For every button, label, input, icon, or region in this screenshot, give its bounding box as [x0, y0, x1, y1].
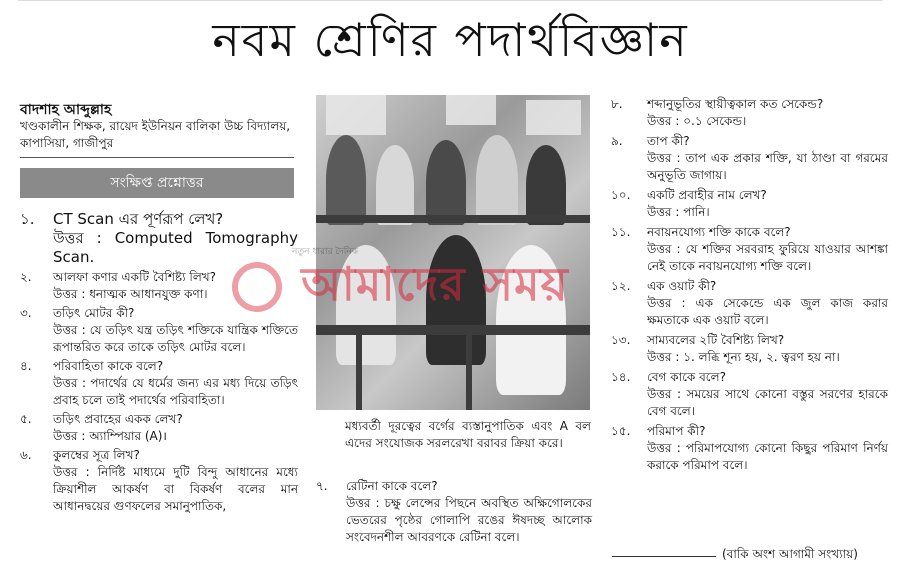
author-divider — [20, 157, 294, 158]
author-name: বাদশাহ আব্দুল্লাহ — [20, 102, 112, 118]
question-item — [611, 187, 888, 221]
question-number: ১৫. — [611, 424, 631, 438]
answer-text: উত্তর : Computed Tomography Scan. — [53, 229, 298, 266]
question-text: নবায়নযোগ্য শক্তি কাকে বলে? — [647, 225, 791, 239]
question-body — [53, 411, 298, 445]
question-number: ১২. — [611, 279, 631, 293]
question-body — [647, 332, 888, 366]
left-question-list — [20, 210, 298, 517]
footer-rule — [612, 556, 716, 557]
question-item — [611, 133, 888, 184]
answer-text: উত্তর : যে শক্তির সরবরাহ ফুরিয়ে যাওয়ার আশঙ্কা নেই তাকে নবায়নযোগ্য শক্তি বলে। — [647, 242, 888, 273]
answer-text: উত্তর : তাপ এক প্রকার শক্তি, যা ঠাণ্ডা বা গরমের অনুভূতি জাগায়। — [647, 151, 888, 182]
question-number: ১৪. — [611, 370, 631, 384]
question-number: ৯. — [611, 134, 623, 148]
question-text: রেটিনা কাকে বলে? — [346, 479, 438, 493]
question-text: কুলম্বের সূত্র লিখ? — [53, 448, 140, 462]
question-body — [647, 369, 888, 420]
question-text: সাম্যবলের ২টি বৈশিষ্ট্য লিখ? — [647, 333, 785, 347]
watermark-text: আমাদের সময় — [301, 257, 569, 311]
question-text: একটি প্রবাহীর নাম লেখ? — [647, 188, 767, 202]
question-body — [346, 478, 592, 546]
question-number: ৪. — [20, 359, 32, 373]
question-number: ৩. — [20, 306, 32, 320]
answer-text: উত্তর : অ্যাম্পিয়ার (A)। — [53, 429, 167, 443]
section-heading: সংক্ষিপ্ত প্রশ্নোত্তর — [20, 168, 294, 198]
question-item — [316, 478, 592, 548]
answer-text: উত্তর : এক সেকেন্ডে এক জুল কাজ করার ক্ষমতাকে এক ওয়াট বলে। — [647, 296, 888, 327]
question-item — [20, 210, 298, 267]
question-body — [647, 423, 888, 474]
answer-text: উত্তর : ০.১ সেকেন্ড। — [647, 114, 747, 128]
question-number: ১১. — [611, 225, 631, 239]
author-description: খণ্ডকালীন শিক্ষক, রায়েদ ইউনিয়ন বালিকা উচ্চ বিদ্যালয়, কাপাসিয়া, গাজীপুর — [20, 119, 291, 150]
question-text: পরিমাপ কী? — [647, 424, 706, 438]
question-body — [647, 278, 888, 329]
question-number: ২. — [20, 270, 32, 284]
question-text: আলফা কণার একটি বৈশিষ্ট্য লিখ? — [53, 270, 217, 284]
question-number: ১০. — [611, 188, 631, 202]
question-item — [611, 224, 888, 275]
question-body — [647, 96, 888, 130]
answer-text: উত্তর : সময়ের সাথে কোনো বস্তুর সরণের হারকে বেগ বলে। — [647, 387, 888, 418]
question-text: পরিবাহিতা কাকে বলে? — [53, 359, 164, 373]
question-item — [611, 278, 888, 329]
question-item — [20, 411, 298, 445]
question-item — [20, 447, 298, 515]
question-item — [611, 332, 888, 366]
continued-note: (বাকি অংশ আগামী সংখ্যায়) — [722, 547, 858, 561]
question-body — [53, 358, 298, 409]
right-question-list — [611, 96, 888, 477]
top-rule — [18, 0, 883, 1]
question-row — [316, 478, 592, 546]
question-body — [647, 224, 888, 275]
question-body — [53, 210, 298, 267]
question-text: বেগ কাকে বলে? — [647, 370, 726, 384]
answer-text: উত্তর : যে তড়িৎ যন্ত্র তড়িৎ শক্তিকে যান্ত্রিক শক্তিতে রূপান্তরিত করে তাকে তড়িৎ মোটর বলে। — [53, 323, 298, 354]
question-number: ৮. — [611, 97, 623, 111]
question-number: ৫. — [20, 412, 32, 426]
answer-text: উত্তর : ধনাত্মক আধানযুক্ত কণা। — [53, 287, 208, 301]
answer-text: উত্তর : পানি। — [647, 205, 710, 219]
question-item — [611, 96, 888, 130]
answer-text: উত্তর : পদার্থের যে ধর্মের জন্য এর মধ্য দিয়ে তড়িৎ প্রবাহ চলে তাই পদার্থের পরিবাহিতা। — [53, 376, 298, 407]
question-item — [611, 423, 888, 474]
question-number: ১. — [20, 210, 35, 228]
question-body — [647, 187, 888, 221]
question-text: তড়িৎ প্রবাহের একক লেখ? — [53, 412, 183, 426]
question-text: তড়িৎ মোটর কী? — [53, 306, 135, 320]
question-body — [647, 133, 888, 184]
question-number: ১৩. — [611, 333, 631, 347]
question-text: এক ওয়াট কী? — [647, 279, 717, 293]
question-body — [53, 447, 298, 515]
answer-text: উত্তর : পরিমাপযোগ্য কোনো কিছুর পরিমাণ নির্ণয় করাকে পরিমাপ বলে। — [647, 441, 888, 472]
question-number: ৭. — [316, 479, 328, 493]
watermark-tagline: নতুন ধারার দৈনিক — [292, 247, 358, 257]
answer-text: উত্তর : ১. লব্ধি শূন্য হয়, ২. ত্বরণ হয় না। — [647, 350, 840, 364]
question-item — [20, 305, 298, 356]
page-title: নবম শ্রেণির পদার্থবিজ্ঞান — [212, 13, 689, 67]
question-text: CT Scan এর পূর্ণরূপ লেখ? — [53, 210, 224, 228]
question-item — [20, 358, 298, 409]
question-text: শব্দানুভূতির স্থায়ীত্বকাল কত সেকেন্ড? — [647, 97, 824, 111]
question-body — [53, 305, 298, 356]
question-text: তাপ কী? — [647, 134, 690, 148]
answer-text: উত্তর : নির্দিষ্ট মাধ্যমে দুটি বিন্দু আধানের মধ্যে ক্রিয়াশীল আকর্ষণ বা বিকর্ষণ বলের মান আধানদ্বয়ের গুণফলের সমানুপাতিক, — [53, 465, 298, 513]
question-number: ৬. — [20, 448, 32, 462]
watermark-logo — [232, 262, 282, 312]
question-item — [611, 369, 888, 420]
answer-continuation: মধ্যবর্তী দূরত্বের বর্গের ব্যস্তানুপাতিক এবং A বল এদের সংযোজক সরলরেখা বরাবর ক্রিয়া করে। — [345, 419, 591, 450]
answer-text: উত্তর : চক্ষু লেন্সের পিছনে অবস্থিত অক্ষিগোলকের ভেতরের পৃষ্ঠের গোলাপি রঙের ঈষদচ্ছ আলোক সংবেদনশীল আবরণকে রেটিনা বলে। — [346, 496, 592, 544]
